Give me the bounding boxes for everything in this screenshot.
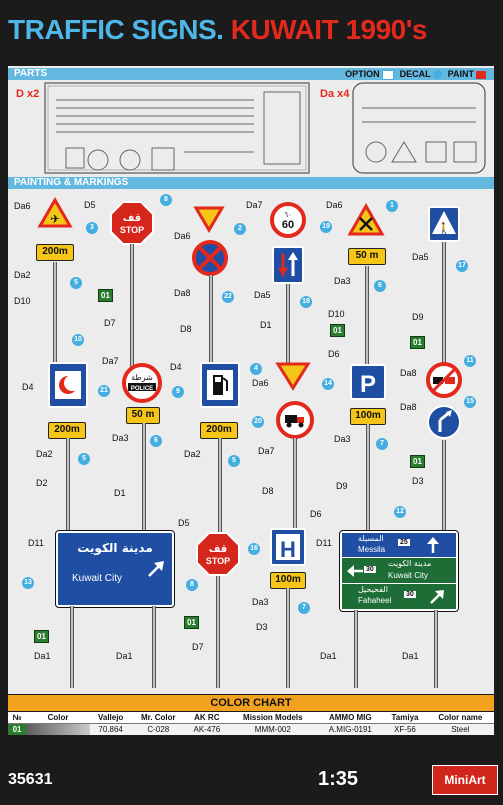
pole-17 bbox=[354, 610, 358, 688]
direction-board bbox=[340, 531, 458, 611]
route-30-badge-b: 30 bbox=[406, 591, 414, 598]
col-mission: Mission Models bbox=[228, 712, 317, 724]
row-mrcolor: C-028 bbox=[147, 725, 170, 734]
kuwait-city-board bbox=[56, 531, 174, 607]
callout-17: 17 bbox=[456, 260, 468, 272]
label-da8-3: Da8 bbox=[400, 402, 417, 412]
pole-4 bbox=[286, 284, 290, 368]
speed-ar-text: ٦٠ bbox=[284, 211, 292, 219]
kuwait2-en: Kuwait City bbox=[388, 571, 429, 580]
label-d7-1: D7 bbox=[104, 318, 116, 328]
label-da8-1: Da8 bbox=[174, 288, 191, 298]
callout-18: 18 bbox=[300, 296, 312, 308]
label-da3-1: Da3 bbox=[334, 276, 351, 286]
sprue-d-drawing bbox=[44, 82, 310, 174]
callout-4: 4 bbox=[250, 363, 262, 375]
callout-12: 12 bbox=[394, 506, 406, 518]
label-da1-4: Da1 bbox=[402, 651, 419, 661]
label-d10-1: D10 bbox=[14, 296, 31, 306]
row-akrc: AK-476 bbox=[193, 725, 221, 734]
col-ammo: AMMO MIG bbox=[317, 712, 383, 724]
title-part1: TRAFFIC SIGNS. bbox=[8, 14, 224, 45]
callout-8-a: 8 bbox=[160, 194, 172, 206]
yield-sign-2 bbox=[276, 362, 310, 390]
police-text: POLICE bbox=[130, 386, 154, 392]
label-d2-1: D2 bbox=[36, 478, 48, 488]
plate-50m-1: 50 m bbox=[348, 248, 386, 265]
sprue-da-drawing bbox=[352, 82, 486, 174]
label-da6-4: Da6 bbox=[252, 378, 269, 388]
color-01-e: 01 bbox=[34, 630, 49, 643]
yield-sign-1 bbox=[194, 206, 224, 232]
keep-right-sign bbox=[426, 404, 462, 440]
label-d1-2: D1 bbox=[114, 488, 126, 498]
legend-paint: PAINT bbox=[448, 68, 486, 80]
plate-200m-1: 200m bbox=[36, 244, 74, 261]
pole-6 bbox=[442, 242, 446, 368]
arrow-down-right-icon bbox=[428, 588, 446, 606]
pole-1 bbox=[53, 262, 57, 368]
hospital-text: H bbox=[280, 537, 296, 562]
police-ar-text: شرطة bbox=[131, 373, 153, 382]
label-d11-2: D11 bbox=[316, 538, 332, 548]
pole-10 bbox=[293, 438, 297, 542]
label-d4-1: D4 bbox=[22, 382, 34, 392]
callout-20: 20 bbox=[252, 416, 264, 428]
instruction-sheet bbox=[8, 66, 494, 694]
pole-8 bbox=[142, 423, 146, 541]
color-01-b: 01 bbox=[330, 324, 345, 337]
stop-text-2: STOP bbox=[205, 556, 231, 566]
label-da5-2: Da5 bbox=[412, 252, 429, 262]
label-d3-2: D3 bbox=[256, 622, 268, 632]
label-d9-1: D9 bbox=[412, 312, 424, 322]
arrow-left-icon bbox=[346, 564, 364, 578]
color-01-c: 01 bbox=[410, 336, 425, 349]
direction-row-fahaheel bbox=[342, 584, 456, 609]
label-d10-2: D10 bbox=[328, 309, 345, 319]
pole-3 bbox=[209, 275, 213, 367]
svg-text:🚶: 🚶 bbox=[437, 222, 451, 235]
callout-2: 2 bbox=[234, 223, 246, 235]
label-da2-2: Da2 bbox=[36, 449, 53, 459]
label-da8-2: Da8 bbox=[400, 368, 417, 378]
table-row bbox=[8, 724, 494, 736]
route-25-badge: 25 bbox=[400, 539, 408, 546]
plate-200m-2: 200m bbox=[48, 422, 86, 439]
stop-ar-text: قف bbox=[122, 213, 142, 224]
label-da1-1: Da1 bbox=[34, 651, 51, 661]
callout-6-a: 6 bbox=[374, 280, 386, 292]
callout-7-a: 7 bbox=[376, 438, 388, 450]
label-da6-2: Da6 bbox=[174, 231, 191, 241]
label-d1-1: D1 bbox=[260, 320, 272, 330]
label-d5-2: D5 bbox=[178, 518, 190, 528]
legend-decal: DECAL bbox=[400, 68, 442, 80]
kit-code: 35631 bbox=[8, 771, 53, 788]
callout-14: 14 bbox=[322, 378, 334, 390]
fuel-station-sign bbox=[200, 362, 240, 408]
title-part2: KUWAIT 1990's bbox=[230, 14, 427, 45]
callout-1: 1 bbox=[386, 200, 398, 212]
police-sign bbox=[122, 363, 162, 403]
painting-header-label: PAINTING & MARKINGS bbox=[14, 177, 129, 188]
callout-9: 9 bbox=[172, 386, 184, 398]
route-30-badge-a: 30 bbox=[366, 566, 374, 573]
direction-row-messila bbox=[342, 533, 456, 557]
two-way-traffic-sign bbox=[272, 246, 304, 284]
direction-row-kuwait bbox=[342, 557, 456, 584]
sprue-label-da: Da x4 bbox=[320, 88, 350, 100]
label-d11-1: D11 bbox=[28, 538, 44, 548]
plate-100m-2: 100m bbox=[270, 572, 306, 589]
no-trucks-sign bbox=[276, 401, 314, 439]
label-da7-1: Da7 bbox=[246, 200, 263, 210]
callout-15: 15 bbox=[464, 396, 476, 408]
legend-option: OPTION bbox=[345, 68, 394, 80]
label-da7-2: Da7 bbox=[102, 356, 119, 366]
messila-ar: المسيلة bbox=[358, 534, 384, 543]
pole-14 bbox=[152, 606, 156, 688]
fahaheel-en: Fahaheel bbox=[358, 596, 392, 605]
callout-5-c: 5 bbox=[228, 455, 240, 467]
fahaheel-ar: الفحيحيل bbox=[358, 585, 388, 594]
legend bbox=[345, 68, 486, 80]
parking-text: P bbox=[359, 371, 377, 398]
pole-13 bbox=[70, 606, 74, 688]
col-color: Color bbox=[26, 712, 90, 724]
plate-50m-2: 50 m bbox=[126, 407, 160, 424]
label-da6-3: Da6 bbox=[326, 200, 343, 210]
stop-sign-2 bbox=[196, 532, 240, 576]
pole-9 bbox=[218, 438, 222, 542]
callout-21: 21 bbox=[98, 385, 110, 397]
callout-5-a: 5 bbox=[70, 277, 82, 289]
callout-16: 16 bbox=[248, 543, 260, 555]
kuwait-city-en: Kuwait City bbox=[72, 573, 123, 584]
messila-en: Messila bbox=[358, 545, 386, 554]
label-d3-1: D3 bbox=[412, 476, 424, 486]
col-name: Color name bbox=[427, 712, 494, 724]
pedestrian-crossing-sign bbox=[428, 206, 460, 242]
page-title bbox=[8, 14, 427, 54]
no-stopping-sign bbox=[192, 240, 228, 276]
row-ammo: A.MIG-0191 bbox=[328, 725, 372, 734]
label-d8-2: D8 bbox=[262, 486, 274, 496]
label-d6-2: D6 bbox=[310, 509, 322, 519]
row-name: Steel bbox=[451, 725, 470, 734]
kit-scale: 1:35 bbox=[318, 768, 359, 790]
svg-text:✈: ✈ bbox=[49, 212, 61, 226]
row-num: 01 bbox=[8, 724, 26, 736]
label-d7-2: D7 bbox=[192, 642, 204, 652]
parking-sign bbox=[350, 364, 386, 400]
callout-22: 22 bbox=[222, 291, 234, 303]
col-tamiya: Tamiya bbox=[383, 712, 426, 724]
stop-ar-text-2: قف bbox=[208, 544, 228, 555]
row-mission: MMM-002 bbox=[254, 725, 291, 734]
sprue-label-d: D x2 bbox=[16, 88, 40, 100]
callout-11: 11 bbox=[464, 355, 476, 367]
col-num: № bbox=[8, 712, 26, 724]
stop-sign-1 bbox=[110, 201, 154, 245]
painting-header bbox=[8, 177, 494, 189]
color-swatch bbox=[26, 724, 90, 736]
brand-logo: MiniArt bbox=[432, 765, 498, 795]
parts-header bbox=[8, 68, 494, 80]
col-vallejo: Vallejo bbox=[90, 712, 131, 724]
label-da5-1: Da5 bbox=[254, 290, 271, 300]
label-d9-2: D9 bbox=[336, 481, 348, 491]
color-01-d: 01 bbox=[410, 455, 425, 468]
red-crescent-sign bbox=[48, 362, 88, 408]
label-d6-1: D6 bbox=[328, 349, 340, 359]
callout-6-b: 6 bbox=[150, 435, 162, 447]
col-akrc: AK RC bbox=[185, 712, 228, 724]
pole-16 bbox=[286, 588, 290, 688]
label-da3-3: Da3 bbox=[334, 434, 351, 444]
label-da1-2: Da1 bbox=[116, 651, 133, 661]
parts-header-label: PARTS bbox=[14, 68, 48, 79]
col-mrcolor: Mr. Color bbox=[131, 712, 185, 724]
label-da3-2: Da3 bbox=[112, 433, 129, 443]
callout-13: 13 bbox=[22, 577, 34, 589]
hospital-sign bbox=[270, 528, 306, 566]
warning-airplane-sign bbox=[38, 198, 72, 228]
row-vallejo: 70.864 bbox=[98, 725, 123, 734]
warning-crossroads-sign bbox=[348, 204, 384, 236]
no-overtaking-sign bbox=[426, 362, 462, 398]
callout-19: 19 bbox=[320, 221, 332, 233]
label-da6-1: Da6 bbox=[14, 201, 31, 211]
arrow-up-icon bbox=[426, 536, 440, 554]
kuwait2-ar: مدينة الكويت bbox=[388, 559, 432, 568]
label-d4-2: D4 bbox=[170, 362, 182, 372]
stop-text: STOP bbox=[119, 225, 145, 235]
speed-limit-60-sign bbox=[270, 202, 306, 238]
pole-5 bbox=[365, 266, 369, 368]
pole-7 bbox=[66, 438, 70, 542]
label-d5-1: D5 bbox=[84, 200, 96, 210]
label-d8-1: D8 bbox=[180, 324, 192, 334]
callout-7-b: 7 bbox=[298, 602, 310, 614]
pole-15 bbox=[216, 576, 220, 688]
label-da1-3: Da1 bbox=[320, 651, 337, 661]
label-da7-3: Da7 bbox=[258, 446, 275, 456]
color-01-a: 01 bbox=[98, 289, 113, 302]
pole-11 bbox=[366, 424, 370, 542]
arrow-up-right-icon bbox=[146, 559, 166, 579]
color-chart-header: COLOR CHART bbox=[8, 695, 494, 711]
pole-12 bbox=[442, 440, 446, 542]
callout-10: 10 bbox=[72, 334, 84, 346]
color-chart-table bbox=[8, 712, 494, 735]
color-01-f: 01 bbox=[184, 616, 199, 629]
callout-5-b: 5 bbox=[78, 453, 90, 465]
callout-3: 3 bbox=[86, 222, 98, 234]
row-tamiya: XF-56 bbox=[394, 725, 416, 734]
plate-100m-1: 100m bbox=[350, 408, 386, 425]
label-da3-4: Da3 bbox=[252, 597, 269, 607]
callout-8-b: 8 bbox=[186, 579, 198, 591]
speed-text: 60 bbox=[281, 219, 295, 231]
pole-2 bbox=[130, 244, 134, 368]
label-da2-3: Da2 bbox=[184, 449, 201, 459]
label-da2-1: Da2 bbox=[14, 270, 31, 280]
plate-200m-3: 200m bbox=[200, 422, 238, 439]
pole-18 bbox=[434, 610, 438, 688]
kuwait-city-ar: مدينة الكويت bbox=[77, 541, 153, 555]
